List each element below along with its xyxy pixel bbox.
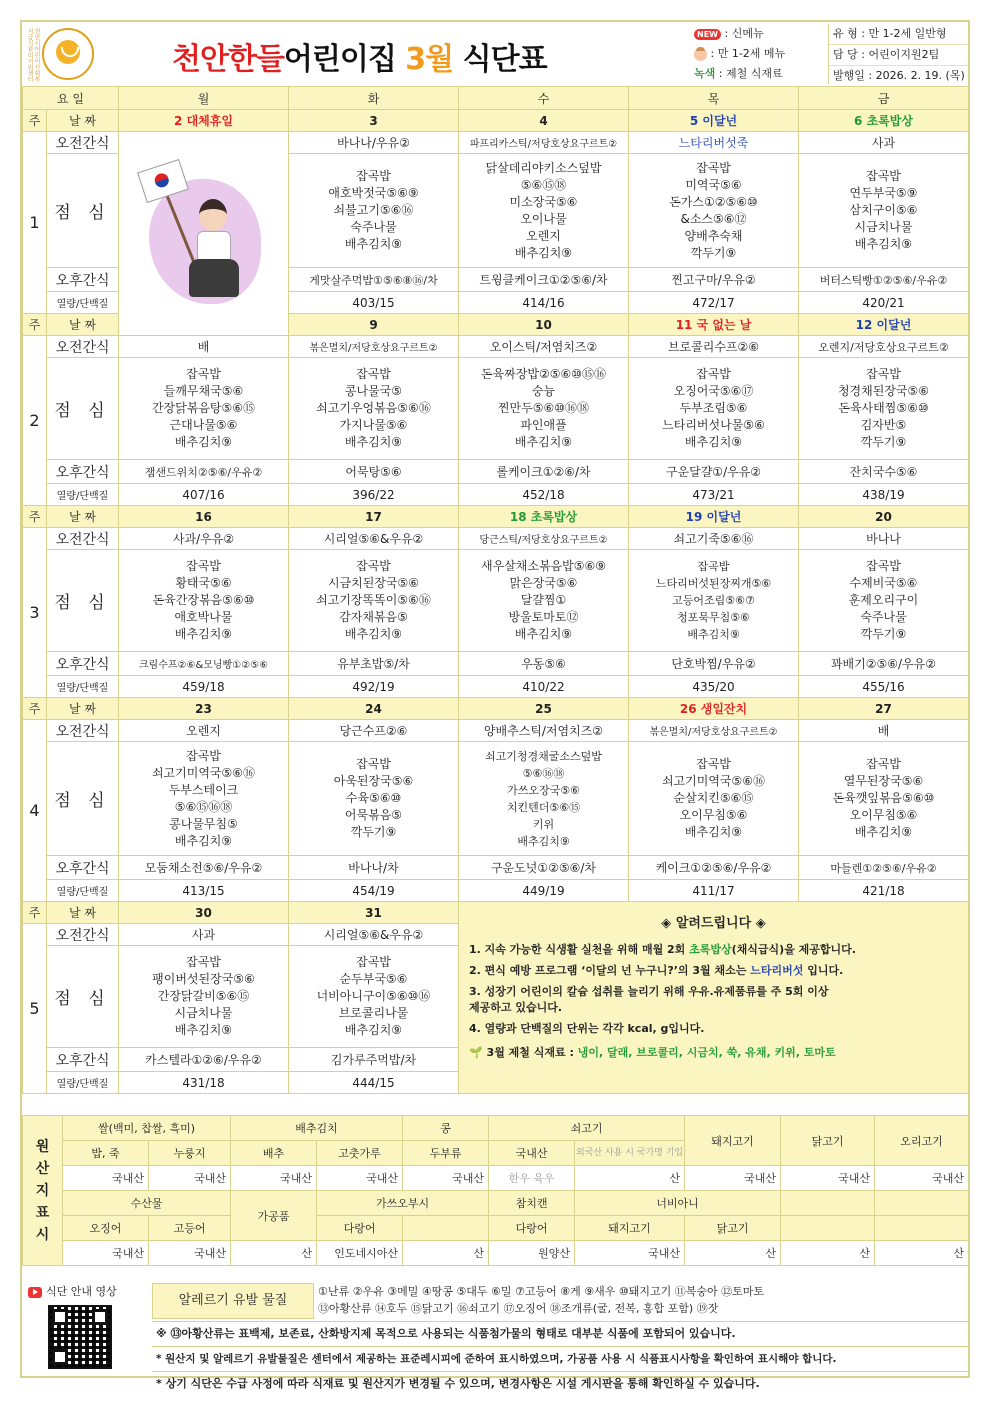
- lunch-menu: 잡곡밥 콩나물국⑤ 쇠고기우엉볶음⑤⑥⑯ 가지나물⑤⑥ 배추김치⑨: [289, 358, 459, 460]
- am-label: 오전간식: [47, 528, 119, 550]
- pm-snack: 잔치국수⑤⑥: [799, 460, 969, 484]
- girl-body: [197, 231, 231, 263]
- am-snack: 느타리버섯죽: [629, 132, 799, 154]
- lunch-label: 점 심: [47, 550, 119, 652]
- logo-text: 천안시어린이사회복지급식관리지원센터: [26, 28, 40, 82]
- date-cell: 27: [799, 698, 969, 720]
- kcal-value: 403/15: [289, 292, 459, 314]
- kcal-value: 438/19: [799, 484, 969, 506]
- video-label: 식단 안내 영상: [46, 1285, 117, 1298]
- beef-b: 외국산 사용 시 국가명 기입: [575, 1141, 685, 1166]
- kcal-value: 407/16: [119, 484, 289, 506]
- date-cell: 3: [289, 110, 459, 132]
- chicken-label: 닭고기: [781, 1116, 875, 1166]
- pm-snack-row: [23, 652, 969, 676]
- date-cell: 16: [119, 506, 289, 528]
- origin-value: 국내산: [149, 1166, 231, 1191]
- allergy-list: [318, 1283, 958, 1317]
- rice-b: 누룽지: [149, 1141, 231, 1166]
- lunch-menu: 잡곡밥 미역국⑤⑥ 돈가스①②⑤⑥⑩ &소스⑤⑥⑫ 양배추숙채 깍두기⑨: [629, 154, 799, 268]
- day-fri: 금: [799, 87, 969, 110]
- pm-label: 오후간식: [47, 856, 119, 880]
- sea-b: 고등어: [149, 1216, 231, 1241]
- allergy-line: ⑬아황산류 ⑭호두 ⑮닭고기 ⑯쇠고기 ⑰오징어 ⑱조개류(굴, 전복, 홍합 포함) ⑲잣: [318, 1302, 719, 1315]
- footer-note: * 원산지 및 알레르기 유발물질은 센터에서 제공하는 표준레시피에 준하여 표시하였으며, 가공품 사용 시 식품표시사항을 확인하여 표시해야 합니다.: [152, 1346, 968, 1371]
- origin-value: 국내산: [317, 1166, 403, 1191]
- menu-page: [20, 20, 970, 1390]
- am-snack: 사과: [799, 132, 969, 154]
- ju-label: 주: [23, 110, 47, 132]
- smile-logo-icon: [56, 40, 80, 64]
- footer-note: * 상기 식단은 수급 사정에 따라 식재료 및 원산지가 변경될 수 있으며, 변경사항은 시설 게시판을 통해 확인하실 수 있습니다.: [152, 1371, 968, 1396]
- pm-snack: 유부초밥⑤/차: [289, 652, 459, 676]
- pm-snack: 모둠채소전⑤⑥/우유②: [119, 856, 289, 880]
- blank-cell: [781, 1216, 875, 1241]
- processed-label: 가공품: [231, 1191, 317, 1241]
- pm-snack: 케이크①②⑤⑥/우유②: [629, 856, 799, 880]
- am-snack: 사과/우유②: [119, 528, 289, 550]
- header: [22, 22, 968, 88]
- pm-label: 오후간식: [47, 268, 119, 292]
- day-tue: 화: [289, 87, 459, 110]
- origin-side-text: 원산지표시: [35, 1138, 50, 1243]
- notice-title: ◈ 알려드립니다 ◈: [661, 916, 766, 931]
- legend-new: 신메뉴: [731, 27, 764, 40]
- pm-label: 오후간식: [47, 1048, 119, 1072]
- date-cell: 24: [289, 698, 459, 720]
- date-cell: 4: [459, 110, 629, 132]
- date-row-week5: [23, 902, 969, 924]
- origin-value: 산: [403, 1241, 489, 1266]
- pm-snack: 트윙클케이크①②⑤⑥/차: [459, 268, 629, 292]
- date-row-week3: [23, 506, 969, 528]
- origin-value: 국내산: [403, 1166, 489, 1191]
- am-snack: 시리얼⑤⑥&우유②: [289, 528, 459, 550]
- pm-label: 오후간식: [47, 652, 119, 676]
- date-cell: 2 대체휴일: [119, 110, 289, 132]
- lunch-menu: 잡곡밥 애호박젓국⑤⑥⑨ 쇠불고기⑤⑥⑯ 숙주나물 배추김치⑨: [289, 154, 459, 268]
- origin-value: 국내산: [63, 1241, 149, 1266]
- tuna-a: 다랑어: [489, 1216, 575, 1241]
- legend: NEW : 신메뉴 : 만 1-2세 메뉴 녹색 : 제철 식재료: [694, 27, 786, 80]
- am-snack: 볶은멸치/저당호상요구르트②: [289, 336, 459, 358]
- info-box: [828, 24, 969, 84]
- origin-value: 국내산: [63, 1166, 149, 1191]
- origin-value: 국내산: [685, 1166, 781, 1191]
- date-cell: 17: [289, 506, 459, 528]
- katsuo-group: 가쓰오부시: [317, 1191, 489, 1216]
- weekday-header-row: [23, 87, 969, 110]
- am-snack: 시리얼⑤⑥&우유②: [289, 924, 459, 946]
- season-items: 냉이, 달래, 브로콜리, 시금치, 쑥, 유채, 키위, 토마토: [577, 1046, 836, 1059]
- pm-snack: 구운도넛①②⑤⑥/차: [459, 856, 629, 880]
- bean-group: 콩: [403, 1116, 489, 1141]
- date-cell: 26 생일잔치: [629, 698, 799, 720]
- pm-snack: 김가루주먹밥/차: [289, 1048, 459, 1072]
- girl-head: [199, 199, 227, 231]
- baby-icon: [694, 48, 707, 61]
- katsuo-a: 다랑어: [317, 1216, 403, 1241]
- pm-snack: 롤케이크①②⑥/차: [459, 460, 629, 484]
- date-label: 날 짜: [47, 506, 119, 528]
- lunch-menu: 잡곡밥 오징어국⑤⑥⑰ 두부조림⑤⑥ 느타리버섯나물⑤⑥ 배추김치⑨: [629, 358, 799, 460]
- am-snack: 당근수프②⑥: [289, 720, 459, 742]
- lunch-menu: 쇠고기청경채굴소스덮밥 ⑤⑥⑯⑱ 가쓰오장국⑤⑥ 치킨텐더⑤⑥⑮ 키위 배추김치⑨: [459, 742, 629, 856]
- ju-label: 주: [23, 506, 47, 528]
- lunch-row: [23, 742, 969, 856]
- date-label: 날 짜: [47, 314, 119, 336]
- origin-value: 국내산: [149, 1241, 231, 1266]
- week-number: 3: [23, 528, 47, 698]
- am-snack: 볶은멸치/저당호상요구르트②: [629, 720, 799, 742]
- duck-label: 오리고기: [875, 1116, 969, 1166]
- am-snack: 오이스틱/저염치즈②: [459, 336, 629, 358]
- kcal-label: 열량/단백질: [47, 676, 119, 698]
- menu-table: [22, 86, 969, 1094]
- lunch-label: 점 심: [47, 946, 119, 1048]
- allergy-title: 알레르기 유발 물질: [152, 1283, 314, 1319]
- date-label: 날 짜: [47, 110, 119, 132]
- seafood-group: 수산물: [63, 1191, 231, 1216]
- yoil-label: 요 일: [23, 87, 119, 110]
- legend-green-label: 녹색: [694, 67, 716, 80]
- am-snack: 양배추스틱/저염치즈②: [459, 720, 629, 742]
- origin-value: 국내산: [875, 1166, 969, 1191]
- origin-value: 산: [575, 1166, 685, 1191]
- am-snack: 오렌지/저당호상요구르트②: [799, 336, 969, 358]
- lunch-row: [23, 550, 969, 652]
- korean-flag-girl-illustration: [129, 159, 279, 309]
- origin-value: 산: [781, 1241, 875, 1266]
- am-snack: 배: [799, 720, 969, 742]
- date-text: 19 이달넌: [685, 510, 742, 524]
- lunch-menu: 잡곡밥 황태국⑤⑥ 돈육간장볶음⑤⑥⑩ 애호박나물 배추김치⑨: [119, 550, 289, 652]
- kcal-label: 열량/단백질: [47, 484, 119, 506]
- am-snack: 당근스틱/저당호상요구르트②: [459, 528, 629, 550]
- title-center-name: 천안한들: [172, 42, 284, 77]
- page-title: [172, 34, 692, 78]
- lunch-menu: 새우살채소볶음밥⑤⑥⑨ 맑은장국⑤⑥ 달걀찜① 방울토마토⑫ 배추김치⑨: [459, 550, 629, 652]
- date-cell: [629, 506, 799, 528]
- kcal-row: [23, 880, 969, 902]
- origin-value: 국내산: [575, 1241, 685, 1266]
- sea-a: 오징어: [63, 1216, 149, 1241]
- kcal-value: 492/19: [289, 676, 459, 698]
- am-snack: 바나나/우유②: [289, 132, 459, 154]
- lunch-menu: 잡곡밥 청경채된장국⑤⑥ 돈육사태찜⑤⑥⑩ 김자반⑤ 깍두기⑨: [799, 358, 969, 460]
- date-label: 날 짜: [47, 698, 119, 720]
- date-cell: 23: [119, 698, 289, 720]
- pm-snack: 어묵탕⑤⑥: [289, 460, 459, 484]
- kcal-label: 열량/단백질: [47, 880, 119, 902]
- notice-item-4: 4. 열량과 단백질의 단위는 각각 kcal, g입니다.: [469, 1022, 705, 1035]
- footer-notes: [152, 1321, 968, 1396]
- notice-item-2: [469, 963, 958, 979]
- pm-snack: 게맛살주먹밥①⑤⑥⑧⑯/차: [289, 268, 459, 292]
- qr-code-icon[interactable]: [48, 1305, 112, 1369]
- notice-text: 2. 편식 예방 프로그램 ‘이달의 넌 누구니?’의 3월 채소는: [469, 964, 751, 977]
- pm-snack-row: [23, 460, 969, 484]
- am-snack-row: [23, 336, 969, 358]
- kimchi-b: 고춧가루: [317, 1141, 403, 1166]
- pm-snack: 단호박찜/우유②: [629, 652, 799, 676]
- pm-label: 오후간식: [47, 460, 119, 484]
- ju-label: 주: [23, 698, 47, 720]
- kcal-value: 420/21: [799, 292, 969, 314]
- notice-item-1: [469, 942, 958, 958]
- day-mon: 월: [119, 87, 289, 110]
- am-label: 오전간식: [47, 720, 119, 742]
- tuna-group: 참치캔: [489, 1191, 575, 1216]
- date-label: 날 짜: [47, 902, 119, 924]
- kcal-value: 421/18: [799, 880, 969, 902]
- kcal-row: [23, 484, 969, 506]
- lunch-menu: 잡곡밥 쇠고기미역국⑤⑥⑯ 순살치킨⑤⑥⑮ 오이무침⑤⑥ 배추김치⑨: [629, 742, 799, 856]
- rice-group: 쌀(백미, 찹쌀, 흑미): [63, 1116, 231, 1141]
- center-logo: [28, 26, 116, 82]
- am-label: 오전간식: [47, 924, 119, 946]
- date-cell: 25: [459, 698, 629, 720]
- origin-value: 인도네시아산: [317, 1241, 403, 1266]
- date-row-week1: [23, 110, 969, 132]
- date-text: 12 이달넌: [855, 318, 912, 332]
- kcal-value: 455/16: [799, 676, 969, 698]
- lunch-menu: 잡곡밥 연두부국⑤⑨ 삼치구이⑤⑥ 시금치나물 배추김치⑨: [799, 154, 969, 268]
- date-cell: [459, 506, 629, 528]
- lunch-menu: 잡곡밥 수제비국⑤⑥ 훈제오리구이 숙주나물 깍두기⑨: [799, 550, 969, 652]
- neo-b: 닭고기: [685, 1216, 781, 1241]
- lunch-label: 점 심: [47, 742, 119, 856]
- date-cell: 11 국 없는 날: [629, 314, 799, 336]
- week-number: 1: [23, 132, 47, 314]
- origin-group-row-1: [23, 1116, 969, 1141]
- week-number: 5: [23, 924, 47, 1094]
- day-wed: 수: [459, 87, 629, 110]
- week-number: 4: [23, 720, 47, 902]
- notice-text: 1. 지속 가능한 식생활 실천을 위해 매월 2회: [469, 943, 690, 956]
- legend-green: 제철 식재료: [725, 67, 783, 80]
- am-snack: 사과: [119, 924, 289, 946]
- footer: [22, 1279, 968, 1390]
- video-play-icon: [28, 1287, 42, 1298]
- lunch-menu: 닭살데리야키소스덮밥 ⑤⑥⑮⑱ 미소장국⑤⑥ 오이나물 오렌지 배추김치⑨: [459, 154, 629, 268]
- lunch-label: 점 심: [47, 358, 119, 460]
- kcal-label: 열량/단백질: [47, 1072, 119, 1094]
- sprout-icon: 🌱: [469, 1046, 483, 1059]
- date-text: 18 초록밥상: [509, 510, 578, 524]
- title-menu: 식단표: [462, 42, 547, 77]
- lunch-menu: 잡곡밥 팽이버섯된장국⑤⑥ 간장닭갈비⑤⑥⑮ 시금치나물 배추김치⑨: [119, 946, 289, 1048]
- bean-a: 두부류: [403, 1141, 489, 1166]
- pork-label: 돼지고기: [685, 1116, 781, 1166]
- kcal-value: 411/17: [629, 880, 799, 902]
- origin-value: 산: [875, 1241, 969, 1266]
- kcal-value: 413/15: [119, 880, 289, 902]
- lunch-menu: 잡곡밥 순두부국⑤⑥ 너비아니구이⑤⑥⑩⑯ 브로콜리나물 배추김치⑨: [289, 946, 459, 1048]
- origin-value: 원양산: [489, 1241, 575, 1266]
- season-label: 3월 제철 식재료 :: [486, 1046, 578, 1059]
- pm-snack: 버터스틱빵①②⑤⑥/우유②: [799, 268, 969, 292]
- pm-snack: 꽈배기②⑤⑥/우유②: [799, 652, 969, 676]
- am-snack-row: [23, 720, 969, 742]
- notice-item-3: 3. 성장기 어린이의 칼슘 섭취를 늘리기 위해 우유.유제품류를 주 5회 이상 제공하고 있습니다.: [469, 985, 829, 1014]
- am-snack-row: [23, 528, 969, 550]
- kcal-value: 452/18: [459, 484, 629, 506]
- info-issued: 발행일 : 2026. 2. 19. (목): [829, 66, 969, 87]
- date-cell: 31: [289, 902, 459, 924]
- date-cell: 20: [799, 506, 969, 528]
- origin-group-row-2: [23, 1191, 969, 1216]
- new-badge-icon: NEW: [694, 29, 721, 40]
- am-snack-row: [23, 132, 969, 154]
- date-cell: [799, 314, 969, 336]
- am-snack: 오렌지: [119, 720, 289, 742]
- beef-a: 국내산: [489, 1141, 575, 1166]
- holiday-illustration-cell: [119, 132, 289, 336]
- blank-cell: [875, 1216, 969, 1241]
- kcal-value: 431/18: [119, 1072, 289, 1094]
- am-snack: 파프리카스틱/저당호상요구르트②: [459, 132, 629, 154]
- origin-table: [22, 1115, 969, 1266]
- lunch-menu: 잡곡밥 시금치된장국⑤⑥ 쇠고기장똑똑이⑤⑥⑯ 감자채볶음⑤ 배추김치⑨: [289, 550, 459, 652]
- lunch-menu: 잡곡밥 쇠고기미역국⑤⑥⑯ 두부스테이크 ⑤⑥⑮⑯⑱ 콩나물무침⑤ 배추김치⑨: [119, 742, 289, 856]
- notice-highlight: 초록밥상: [689, 943, 732, 956]
- origin-side-label: [23, 1116, 63, 1266]
- blank-cell: [403, 1216, 489, 1241]
- legend-baby: 만 1-2세 메뉴: [717, 47, 786, 60]
- lunch-menu: 돈육짜장밥②⑤⑥⑩⑮⑯ 숭늉 찐만두⑤⑥⑩⑯⑱ 파인애플 배추김치⑨: [459, 358, 629, 460]
- kcal-value: 473/21: [629, 484, 799, 506]
- origin-value-row-1: [23, 1166, 969, 1191]
- kcal-value: 414/16: [459, 292, 629, 314]
- notice-text: 입니다.: [803, 964, 844, 977]
- title-month: 3월: [405, 42, 454, 77]
- ju-label: 주: [23, 902, 47, 924]
- am-snack: 배: [119, 336, 289, 358]
- kcal-value: 454/19: [289, 880, 459, 902]
- lunch-menu: 잡곡밥 열무된장국⑤⑥ 돈육깻잎볶음⑤⑥⑩ 오이무침⑤⑥ 배추김치⑨: [799, 742, 969, 856]
- pm-snack: 마들렌①②⑤⑥/우유②: [799, 856, 969, 880]
- am-snack: 쇠고기죽⑤⑥⑯: [629, 528, 799, 550]
- neobiani-group: 너비아니: [575, 1191, 781, 1216]
- lunch-row: [23, 358, 969, 460]
- neo-a: 돼지고기: [575, 1216, 685, 1241]
- date-cell: 10: [459, 314, 629, 336]
- footer-note: ※ ⑬아황산류는 표백제, 보존료, 산화방지제 목적으로 사용되는 식품첨가물의 형태로 대부분 식품에 포함되어 있습니다.: [152, 1321, 968, 1346]
- info-manager: 담 당 : 어린이지원2팀: [829, 45, 969, 66]
- notice-highlight: 느타리버섯: [750, 964, 804, 977]
- origin-item-row-2: [23, 1216, 969, 1241]
- kcal-label: 열량/단백질: [47, 292, 119, 314]
- kcal-value: 410/22: [459, 676, 629, 698]
- rice-a: 밥, 죽: [63, 1141, 149, 1166]
- date-row-week4: [23, 698, 969, 720]
- date-text: 5 이달넌: [689, 114, 738, 128]
- blank-cell: [875, 1191, 969, 1216]
- origin-value: 한우 육우: [489, 1166, 575, 1191]
- lunch-menu: 잡곡밥 느타리버섯된장찌개⑤⑥ 고등어조림⑤⑥⑦ 청포묵무침⑤⑥ 배추김치⑨: [629, 550, 799, 652]
- kcal-value: 435/20: [629, 676, 799, 698]
- beef-group: 쇠고기: [489, 1116, 685, 1141]
- origin-value: 산: [231, 1241, 317, 1266]
- lunch-menu: 잡곡밥 들깨무채국⑤⑥ 간장닭볶음탕⑤⑥⑮ 근대나물⑤⑥ 배추김치⑨: [119, 358, 289, 460]
- day-thu: 목: [629, 87, 799, 110]
- title-daycare: 어린이집: [283, 42, 396, 77]
- pm-snack: 카스텔라①②⑥/우유②: [119, 1048, 289, 1072]
- pm-snack: 구운달걀①/우유②: [629, 460, 799, 484]
- origin-value: 국내산: [231, 1166, 317, 1191]
- blank-cell: [781, 1191, 875, 1216]
- date-cell: 9: [289, 314, 459, 336]
- pm-snack-row: [23, 856, 969, 880]
- season-line: [469, 1045, 958, 1061]
- kimchi-group: 배추김치: [231, 1116, 403, 1141]
- kcal-row: [23, 676, 969, 698]
- date-cell: 30: [119, 902, 289, 924]
- am-snack: 바나나: [799, 528, 969, 550]
- allergy-line: ①난류 ②우유 ③메밀 ④땅콩 ⑤대두 ⑥밀 ⑦고등어 ⑧게 ⑨새우 ⑩돼지고기 ⑪복숭아 ⑫토마토: [318, 1285, 764, 1298]
- pm-snack: 바나나/차: [289, 856, 459, 880]
- menu-video-link[interactable]: [28, 1283, 138, 1303]
- origin-value: 국내산: [781, 1166, 875, 1191]
- origin-value-row-2: [23, 1241, 969, 1266]
- ju-label: 주: [23, 314, 47, 336]
- pm-snack: 잼샌드위치②⑤⑥/우유②: [119, 460, 289, 484]
- week-number: 2: [23, 336, 47, 506]
- date-text: 6 초록밥상: [854, 114, 913, 128]
- kcal-value: 459/18: [119, 676, 289, 698]
- notice-panel: [459, 902, 969, 1094]
- pm-snack: 찐고구마/우유②: [629, 268, 799, 292]
- lunch-label: 점 심: [47, 154, 119, 268]
- info-type: 유 형 : 만 1-2세 일반형: [829, 24, 969, 45]
- kcal-value: 472/17: [629, 292, 799, 314]
- date-cell: [799, 110, 969, 132]
- am-label: 오전간식: [47, 336, 119, 358]
- kimchi-a: 배추: [231, 1141, 317, 1166]
- date-cell: [629, 110, 799, 132]
- kcal-value: 396/22: [289, 484, 459, 506]
- pm-snack: 크림수프②⑥&모닝빵①②⑤⑥: [119, 652, 289, 676]
- lunch-menu: 잡곡밥 아욱된장국⑤⑥ 수육⑤⑥⑩ 어묵볶음⑤ 깍두기⑨: [289, 742, 459, 856]
- am-snack: 브로콜리수프②⑥: [629, 336, 799, 358]
- pm-snack: 우동⑤⑥: [459, 652, 629, 676]
- kcal-value: 444/15: [289, 1072, 459, 1094]
- girl-skirt: [189, 259, 239, 297]
- am-label: 오전간식: [47, 132, 119, 154]
- kcal-value: 449/19: [459, 880, 629, 902]
- notice-text: (채식급식)을 제공합니다.: [731, 943, 856, 956]
- origin-value: 산: [685, 1241, 781, 1266]
